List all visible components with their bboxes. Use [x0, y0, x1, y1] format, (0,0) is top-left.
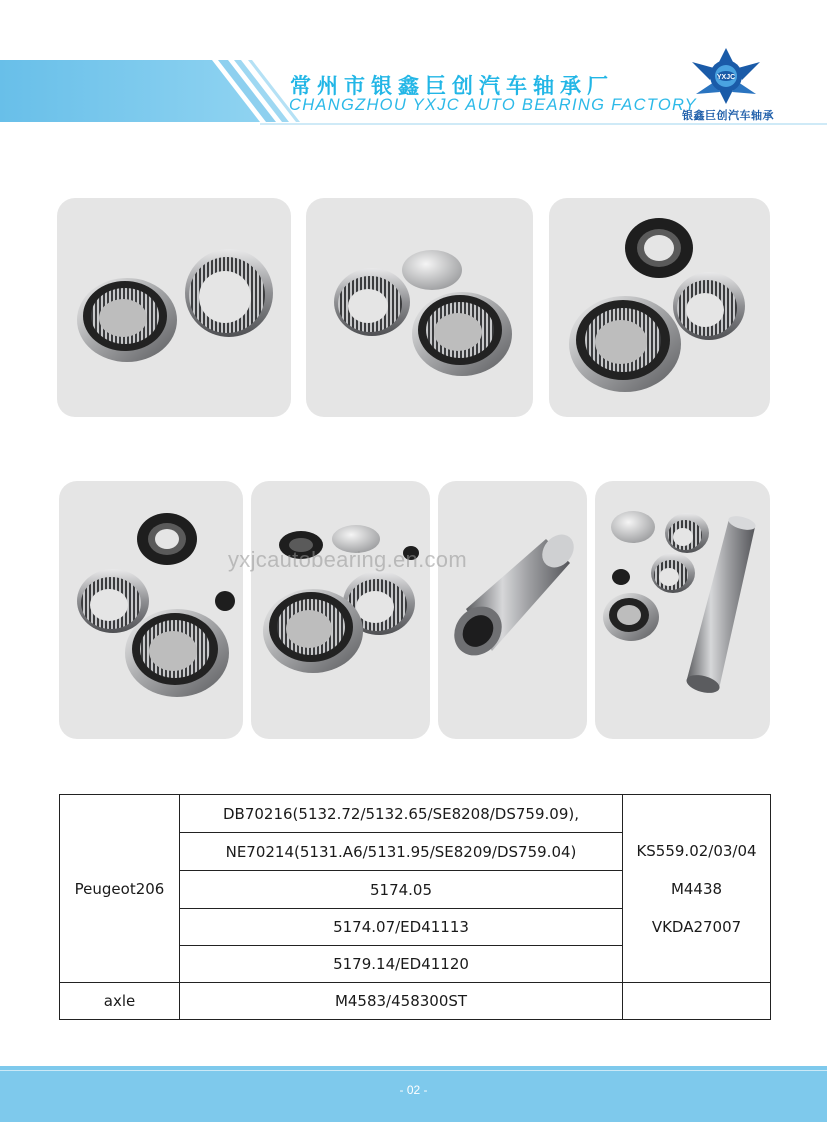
bearing-row-1: DB70216(5132.72/5132.65/SE8208/DS759.09), — [180, 795, 623, 833]
product-photo-6 — [438, 481, 587, 739]
bearing-row-3: 5174.05 — [180, 871, 623, 909]
product-photo-5 — [251, 481, 430, 739]
axle-ref-cell — [623, 983, 771, 1020]
footer-stripe — [0, 1070, 827, 1071]
axle-part-cell: M4583/458300ST — [180, 983, 623, 1020]
watermark-text: yxjcautobearing.en.com — [228, 547, 467, 572]
cross-ref-cell — [623, 795, 771, 983]
bearing-row-2: NE70214(5131.A6/5131.95/SE8209/DS759.04) — [180, 833, 623, 871]
logo-text: YXJC — [716, 74, 736, 81]
cross-ref-1: KS559.02/03/04 — [636, 841, 757, 860]
company-name-chinese: 常州市银鑫巨创汽车轴承厂 — [290, 74, 614, 98]
model-cell: Peugeot206 — [60, 795, 180, 983]
product-photo-3 — [549, 198, 770, 417]
cross-ref-2: M4438 — [670, 879, 723, 898]
product-photo-1 — [57, 198, 291, 417]
spec-table — [59, 794, 771, 1020]
bearing-row-5: 5179.14/ED41120 — [180, 946, 623, 983]
cross-ref-3: VKDA27007 — [651, 917, 742, 936]
product-photo-2 — [306, 198, 533, 417]
axle-label-cell: axle — [60, 983, 180, 1020]
product-photo-7 — [595, 481, 770, 739]
bearing-row-4: 5174.07/ED41113 — [180, 909, 623, 946]
company-name-english: CHANGZHOU YXJC AUTO BEARING FACTORY — [289, 96, 697, 114]
logo-caption: 银鑫巨创汽车轴承 — [682, 109, 774, 122]
product-photo-4 — [59, 481, 243, 739]
page-number: - 02 - — [399, 1083, 428, 1097]
company-logo — [686, 44, 766, 106]
